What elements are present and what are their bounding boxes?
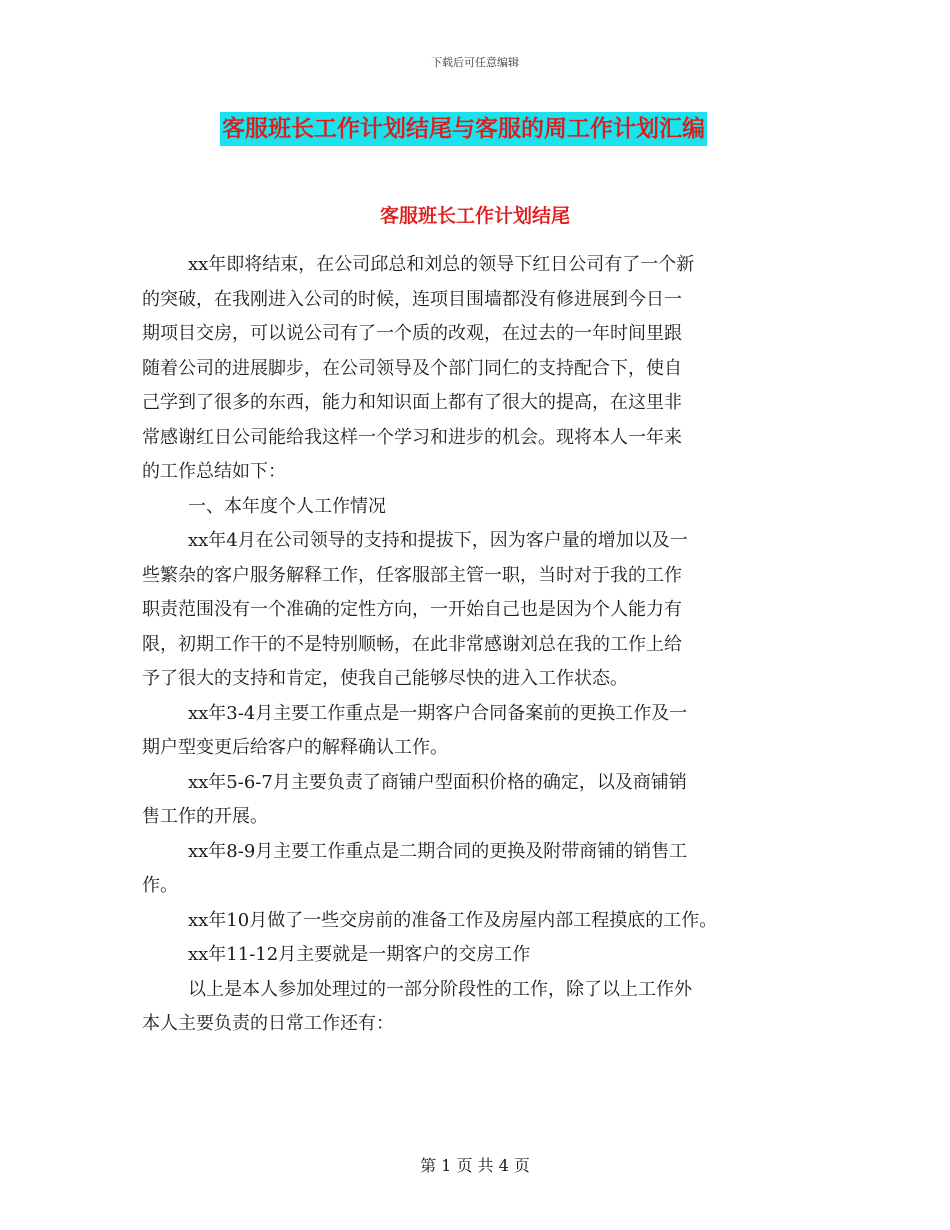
paragraph-line: 本人主要负责的日常工作还有： xyxy=(142,1013,394,1034)
paragraph-line: xx年10月做了一些交房前的准备工作及房屋内部工程摸底的工作。 xyxy=(188,909,718,931)
paragraph-line: 随着公司的进展脚步，在公司领导及个部门同仁的支持配合下，使自 xyxy=(142,357,682,379)
document-body xyxy=(142,248,822,1042)
paragraph-line: xx年8-9月主要工作重点是二期合同的更换及附带商铺的销售工 xyxy=(188,840,688,862)
header-note: 下载后可任意编辑 xyxy=(431,56,519,69)
paragraph-line: 的突破，在我刚进入公司的时候，连项目围墙都没有修进展到今日一 xyxy=(142,288,682,310)
paragraph-line: 常感谢红日公司能给我这样一个学习和进步的机会。现将本人一年来 xyxy=(142,426,682,448)
paragraph-line: xx年5-6-7月主要负责了商铺户型面积价格的确定，以及商铺销 xyxy=(188,771,687,793)
paragraph-line: 予了很大的支持和肯定，使我自己能够尽快的进入工作状态。 xyxy=(142,668,628,689)
paragraph-line: 限，初期工作干的不是特别顺畅，在此非常感谢刘总在我的工作上给 xyxy=(142,633,682,655)
paragraph-line: xx年11-12月主要就是一期客户的交房工作 xyxy=(188,944,531,965)
subheading-line: 一、本年度个人工作情况 xyxy=(188,495,386,517)
document-main-title: 客服班长工作计划结尾与客服的周工作计划汇编 xyxy=(220,112,707,146)
paragraph-line: xx年3-4月主要工作重点是一期客户合同备案前的更换工作及一 xyxy=(188,702,688,724)
paragraph-line: 以上是本人参加处理过的一部分阶段性的工作，除了以上工作外 xyxy=(188,978,692,1000)
paragraph-line: 期项目交房，可以说公司有了一个质的改观，在过去的一年时间里跟 xyxy=(142,323,682,344)
paragraph-line: xx年即将结束，在公司邱总和刘总的领导下红日公司有了一个新 xyxy=(188,254,695,275)
page-footer: 第 1 页 共 4 页 xyxy=(420,1156,530,1175)
paragraph-line: 己学到了很多的东西，能力和知识面上都有了很大的提高，在这里非 xyxy=(142,392,682,413)
paragraph-line: 些繁杂的客户服务解释工作，任客服部主管一职，当时对于我的工作 xyxy=(142,564,682,586)
paragraph-line: 售工作的开展。 xyxy=(142,806,268,827)
paragraph-line: 的工作总结如下： xyxy=(142,461,286,482)
paragraph-line: 作。 xyxy=(142,875,178,896)
paragraph-line: 职责范围没有一个准确的定性方向，一开始自己也是因为个人能力有 xyxy=(142,599,682,620)
paragraph-line: xx年4月在公司领导的支持和提拔下，因为客户量的增加以及一 xyxy=(188,530,688,551)
section-title: 客服班长工作计划结尾 xyxy=(379,205,570,227)
paragraph-line: 期户型变更后给客户的解释确认工作。 xyxy=(142,737,448,758)
